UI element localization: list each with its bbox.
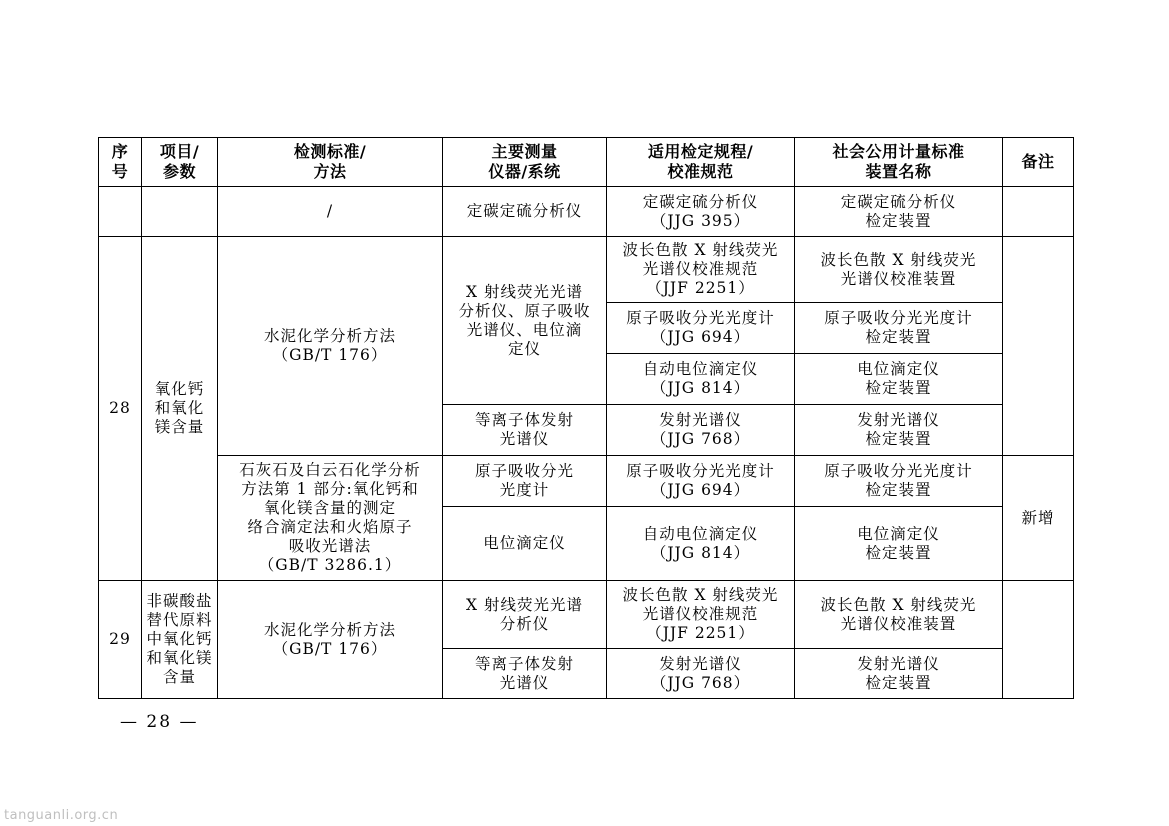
cell-device: 原子吸收分光光度计 检定装置	[795, 303, 1003, 354]
cell-regulation: 波长色散 X 射线荧光 光谱仪校准规范 （JJF 2251）	[607, 237, 795, 303]
cell-instrument: 等离子体发射 光谱仪	[443, 405, 607, 456]
cell-device: 发射光谱仪 检定装置	[795, 649, 1003, 699]
cell-regulation: 原子吸收分光光度计 （JJG 694）	[607, 303, 795, 354]
cell-device: 发射光谱仪 检定装置	[795, 405, 1003, 456]
cell-standard: /	[218, 187, 443, 237]
cell-instrument: X 射线荧光光谱 分析仪	[443, 581, 607, 649]
cell-regulation: 发射光谱仪 （JJG 768）	[607, 649, 795, 699]
cell-instrument: 定碳定硫分析仪	[443, 187, 607, 237]
cell-item	[142, 187, 218, 237]
table-row	[99, 187, 1074, 237]
cell-item: 氧化钙 和氧化 镁含量	[142, 237, 218, 581]
table-row	[99, 237, 1074, 303]
cell-regulation: 发射光谱仪 （JJG 768）	[607, 405, 795, 456]
cell-regulation: 定碳定硫分析仪 （JJG 395）	[607, 187, 795, 237]
cell-no: 28	[99, 237, 142, 581]
header-row	[99, 138, 1074, 187]
header-instrument: 主要测量 仪器/系统	[443, 138, 607, 187]
cell-instrument: 等离子体发射 光谱仪	[443, 649, 607, 699]
header-regulation: 适用检定规程/ 校准规范	[607, 138, 795, 187]
cell-remark	[1003, 581, 1074, 699]
header-item: 项目/ 参数	[142, 138, 218, 187]
header-standard: 检测标准/ 方法	[218, 138, 443, 187]
cell-instrument: 电位滴定仪	[443, 507, 607, 581]
cell-device: 波长色散 X 射线荧光 光谱仪校准装置	[795, 237, 1003, 303]
cell-device: 波长色散 X 射线荧光 光谱仪校准装置	[795, 581, 1003, 649]
cell-remark	[1003, 187, 1074, 237]
cell-remark	[1003, 237, 1074, 456]
header-no: 序 号	[99, 138, 142, 187]
cell-no: 29	[99, 581, 142, 699]
table-row	[99, 456, 1074, 507]
cell-standard: 水泥化学分析方法 （GB/T 176）	[218, 581, 443, 699]
cell-regulation: 自动电位滴定仪 （JJG 814）	[607, 354, 795, 405]
watermark: tanguanli.org.cn	[4, 808, 119, 823]
cell-instrument: 原子吸收分光 光度计	[443, 456, 607, 507]
header-device: 社会公用计量标准 装置名称	[795, 138, 1003, 187]
cell-no	[99, 187, 142, 237]
cell-device: 定碳定硫分析仪 检定装置	[795, 187, 1003, 237]
cell-device: 原子吸收分光光度计 检定装置	[795, 456, 1003, 507]
cell-regulation: 原子吸收分光光度计 （JJG 694）	[607, 456, 795, 507]
standards-table	[98, 137, 1074, 699]
cell-regulation: 自动电位滴定仪 （JJG 814）	[607, 507, 795, 581]
cell-regulation: 波长色散 X 射线荧光 光谱仪校准规范 （JJF 2251）	[607, 581, 795, 649]
cell-standard: 石灰石及白云石化学分析 方法第 1 部分:氧化钙和 氧化镁含量的测定 络合滴定法和火焰原子 吸收光谱法 （GB/T 3286.1）	[218, 456, 443, 581]
cell-item: 非碳酸盐 替代原料 中氧化钙 和氧化镁 含量	[142, 581, 218, 699]
cell-device: 电位滴定仪 检定装置	[795, 354, 1003, 405]
page-number: — 28 —	[120, 712, 199, 732]
cell-remark: 新增	[1003, 456, 1074, 581]
header-remark: 备注	[1003, 138, 1074, 187]
cell-device: 电位滴定仪 检定装置	[795, 507, 1003, 581]
cell-instrument: X 射线荧光光谱 分析仪、原子吸收 光谱仪、电位滴 定仪	[443, 237, 607, 405]
table-row	[99, 581, 1074, 649]
cell-standard: 水泥化学分析方法 （GB/T 176）	[218, 237, 443, 456]
